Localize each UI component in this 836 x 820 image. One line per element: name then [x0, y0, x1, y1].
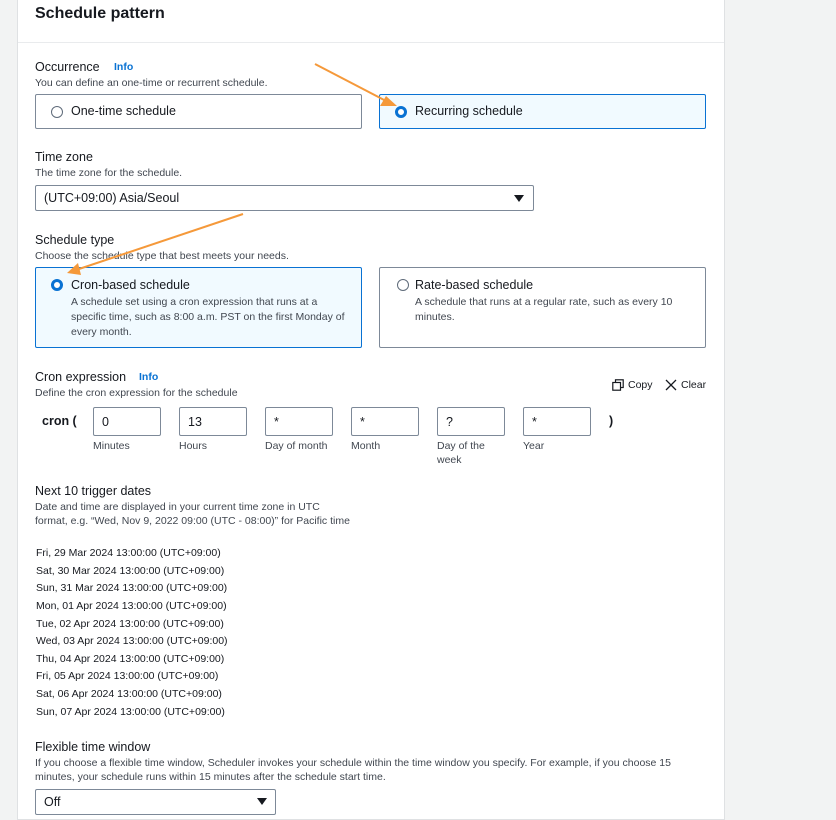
flexible-window-value: Off	[44, 795, 61, 809]
rate-based-label: Rate-based schedule	[415, 278, 534, 292]
trigger-date: Mon, 01 Apr 2024 13:00:00 (UTC+09:00)	[36, 600, 227, 612]
cron-day-of-week-label: Day of the week	[437, 440, 485, 466]
timezone-label: Time zone	[35, 150, 93, 164]
cron-expression-description: Define the cron expression for the schedule	[35, 387, 238, 399]
trigger-date: Thu, 04 Apr 2024 13:00:00 (UTC+09:00)	[36, 653, 225, 665]
occurrence-label: Occurrence	[35, 60, 100, 74]
cron-suffix: )	[609, 414, 614, 428]
schedule-type-label: Schedule type	[35, 233, 115, 247]
cron-info-link[interactable]: Info	[139, 371, 159, 383]
trigger-date: Fri, 05 Apr 2024 13:00:00 (UTC+09:00)	[36, 670, 219, 682]
flexible-window-description-2: minutes, your schedule runs within 15 minutes after the schedule start time.	[35, 771, 386, 783]
schedule-type-description: Choose the schedule type that best meets your needs.	[35, 250, 289, 262]
clear-label: Clear	[681, 379, 707, 391]
trigger-date: Fri, 29 Mar 2024 13:00:00 (UTC+09:00)	[36, 547, 221, 559]
cron-prefix: cron (	[42, 414, 77, 428]
one-time-label: One-time schedule	[71, 104, 176, 118]
occurrence-description: You can define an one-time or recurrent schedule.	[35, 77, 268, 89]
cron-based-description: A schedule set using a cron expression that runs at a specific time, such as 8:00 a.m. PST on the first Monday of every month.	[71, 296, 345, 338]
annotation-arrow	[315, 64, 397, 106]
trigger-dates-title: Next 10 trigger dates	[35, 484, 152, 498]
cron-based-label: Cron-based schedule	[71, 278, 190, 292]
cron-expression-label: Cron expression	[35, 370, 127, 384]
trigger-date: Sat, 30 Mar 2024 13:00:00 (UTC+09:00)	[36, 565, 225, 577]
trigger-date: Wed, 03 Apr 2024 13:00:00 (UTC+09:00)	[36, 635, 228, 647]
annotation-arrow	[67, 214, 243, 275]
cron-hours-label: Hours	[179, 440, 208, 452]
rate-based-description: A schedule that runs at a regular rate, such as every 10 minutes.	[415, 296, 673, 323]
copy-label: Copy	[628, 379, 653, 391]
trigger-date: Sun, 07 Apr 2024 13:00:00 (UTC+09:00)	[36, 706, 225, 718]
occurrence-info-link[interactable]: Info	[114, 61, 134, 73]
trigger-date: Sun, 31 Mar 2024 13:00:00 (UTC+09:00)	[36, 582, 228, 594]
cron-month-label: Month	[351, 440, 381, 452]
cron-day-of-month-label: Day of month	[265, 440, 328, 452]
panel-title: Schedule pattern	[35, 5, 165, 22]
timezone-value: (UTC+09:00) Asia/Seoul	[44, 191, 180, 205]
trigger-dates-description-2: format, e.g. “Wed, Nov 9, 2022 09:00 (UTC - 08:00)” for Pacific time	[35, 515, 350, 527]
flexible-window-label: Flexible time window	[35, 740, 151, 754]
timezone-description: The time zone for the schedule.	[35, 167, 183, 179]
recurring-label: Recurring schedule	[415, 104, 523, 118]
trigger-dates-description-1: Date and time are displayed in your current time zone in UTC	[35, 501, 320, 513]
flexible-window-description-1: If you choose a flexible time window, Scheduler invokes your schedule within the time window you specify. For example, if you choose 15	[35, 757, 671, 769]
trigger-date: Tue, 02 Apr 2024 13:00:00 (UTC+09:00)	[36, 618, 224, 630]
cron-minutes-label: Minutes	[93, 440, 130, 452]
cron-year-label: Year	[523, 440, 545, 452]
trigger-date: Sat, 06 Apr 2024 13:00:00 (UTC+09:00)	[36, 688, 222, 700]
